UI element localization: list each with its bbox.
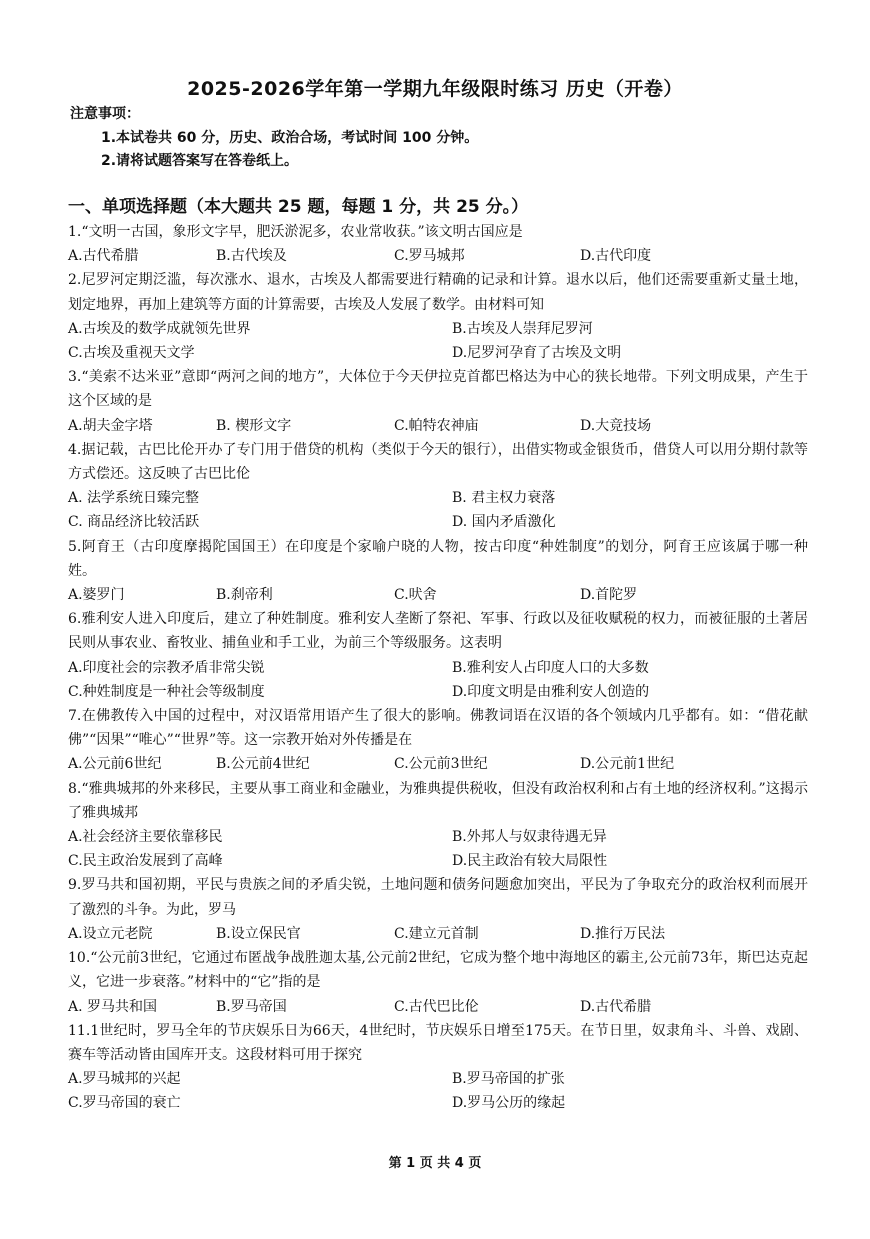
answer-option: A.社会经济主要依靠移民 [68,829,223,846]
answer-option: D.推行万民法 [580,925,666,942]
exam-title: 2025-2026学年第一学期九年级限时练习 历史（开卷） [187,78,683,100]
answer-option: C.公元前3世纪 [394,756,488,773]
answer-option: D.公元前1世纪 [580,756,675,773]
answer-option: B.古代埃及 [216,248,287,265]
answer-option: B.刹帝利 [216,587,273,604]
answer-option: D.大竞技场 [580,417,652,434]
question-item [68,365,808,438]
answer-option: B.外邦人与奴隶待遇无异 [452,829,607,846]
question-stem: 10.“公元前3世纪，它通过布匿战争战胜迦太基,公元前2世纪，它成为整个地中海地区的霸主,公元前73年，斯巴达克起义，它进一步衰落。”材料中的“它”指的是 [68,950,808,991]
question-stem: 4.据记载，古巴比伦开办了专门用于借贷的机构（类似于今天的银行），出借实物或金银货币，借贷人可以用分期付款等方式偿还。这反映了古巴比伦 [68,441,808,483]
notice-line: 2.请将试题答案写在答卷纸上。 [101,153,299,169]
answer-option: B.公元前4世纪 [216,756,310,773]
answer-option: D.印度文明是由雅利安人创造的 [452,683,650,700]
question-item [68,607,808,704]
question-item [68,535,808,608]
answer-option: C. 商品经济比较活跃 [68,514,200,531]
answer-option: B.罗马帝国 [216,998,287,1015]
question-stem: 11.1世纪时，罗马全年的节庆娱乐日为66天，4世纪时，节庆娱乐日增至175天。在节日里，奴隶角斗、斗兽、戏剧、赛车等活动皆由国库开支。这段材料可用于探究 [68,1022,808,1063]
answer-option: A.胡夫金字塔 [68,417,153,434]
answer-option: A.古代希腊 [68,248,139,265]
answer-option: A.印度社会的宗教矛盾非常尖锐 [68,659,265,676]
question-item [68,438,808,535]
answer-option: A. 法学系统日臻完整 [68,490,200,507]
answer-option: B.古埃及人崇拜尼罗河 [452,320,593,337]
answer-option: D. 国内矛盾激化 [452,514,556,531]
answer-option: C.罗马城邦 [394,248,465,265]
answer-option: B.罗马帝国的扩张 [452,1071,565,1088]
answer-option: B. 君主权力衰落 [452,490,556,507]
answer-option: C.古代巴比伦 [394,998,479,1015]
notice-line: 1.本试卷共 60 分，历史、政治合场，考试时间 100 分钟。 [101,130,479,146]
page-footer: 第 1 页 共 4 页 [388,1156,482,1171]
answer-option: D.罗马公历的缘起 [452,1095,566,1112]
answer-option: C.建立元首制 [394,925,479,942]
answer-option: D.首陀罗 [580,587,638,604]
answer-options [68,414,808,438]
question-item [68,220,808,268]
question-list [68,220,808,1116]
question-stem: 3.“美索不达米亚”意即“两河之间的地方”，大体位于今天伊拉克首都巴格达为中心的狭长地带。下列文明成果，产生于这个区域的是 [68,369,808,410]
answer-option: C.吠舍 [394,587,437,604]
answer-options [68,317,808,365]
question-stem: 1.“文明一古国，象形文字早，肥沃淤泥多，农业常收获。”该文明古国应是 [68,224,523,240]
answer-option: A. 罗马共和国 [68,998,158,1015]
answer-options [68,995,808,1019]
answer-options [68,583,808,607]
answer-option: B. 楔形文字 [216,417,292,434]
answer-option: C.帕特农神庙 [394,417,479,434]
question-item [68,704,808,777]
answer-option: A.罗马城邦的兴起 [68,1071,181,1088]
question-item [68,873,808,946]
question-item [68,268,808,365]
answer-options [68,244,808,268]
answer-option: B.设立保民官 [216,925,301,942]
answer-option: A.古埃及的数学成就领先世界 [68,320,251,337]
answer-option: B.雅利安人占印度人口的大多数 [452,659,649,676]
notice-heading: 注意事项： [70,106,140,122]
answer-option: D.民主政治有较大局限性 [452,853,608,870]
answer-options [68,656,808,704]
answer-option: A.公元前6世纪 [68,756,162,773]
answer-option: A.婆罗门 [68,587,125,604]
answer-options [68,752,808,776]
answer-options [68,486,808,534]
question-stem: 2.尼罗河定期泛滥，每次涨水、退水，古埃及人都需要进行精确的记录和计算。退水以后，他们还需要重新丈量土地，划定地界，再加上建筑等方面的计算需要，古埃及人发展了数学。由材料可知 [68,272,808,313]
answer-option: C.罗马帝国的衰亡 [68,1095,181,1112]
question-stem: 9.罗马共和国初期，平民与贵族之间的矛盾尖锐，土地问题和债务问题愈加突出，平民为了争取充分的政治权利而展开了激烈的斗争。为此，罗马 [68,877,808,918]
answer-options [68,1067,808,1115]
question-item [68,1019,808,1116]
answer-option: A.设立元老院 [68,925,153,942]
question-stem: 8.“雅典城邦的外来移民，主要从事工商业和金融业，为雅典提供税收，但没有政治权利和占有土地的经济权利。”这揭示了雅典城邦 [68,780,808,821]
question-stem: 6.雅利安人进入印度后，建立了种姓制度。雅利安人垄断了祭祀、军事、行政以及征收赋税的权力，而被征服的土著居民则从事农业、畜牧业、捕鱼业和手工业，为前三个等级服务。这表明 [68,611,808,652]
answer-option: C.古埃及重视天文学 [68,345,195,362]
answer-options [68,922,808,946]
answer-option: D.古代希腊 [580,998,652,1015]
question-item [68,946,808,1019]
answer-option: D.古代印度 [580,248,652,265]
question-item [68,777,808,874]
section-heading: 一、单项选择题（本大题共 25 题，每题 1 分，共 25 分。） [68,197,529,217]
answer-option: C.种姓制度是一种社会等级制度 [68,683,265,700]
answer-option: D.尼罗河孕育了古埃及文明 [452,345,622,362]
question-stem: 5.阿育王（古印度摩揭陀国国王）在印度是个家喻户晓的人物，按古印度“种姓制度”的划分，阿育王应该属于哪一种姓。 [68,538,808,579]
question-stem: 7.在佛教传入中国的过程中，对汉语常用语产生了很大的影响。佛教词语在汉语的各个领域内几乎都有。如：“借花献佛”“因果”“唯心”“世界”等。这一宗教开始对外传播是在 [68,708,808,749]
answer-options [68,825,808,873]
answer-option: C.民主政治发展到了高峰 [68,853,223,870]
